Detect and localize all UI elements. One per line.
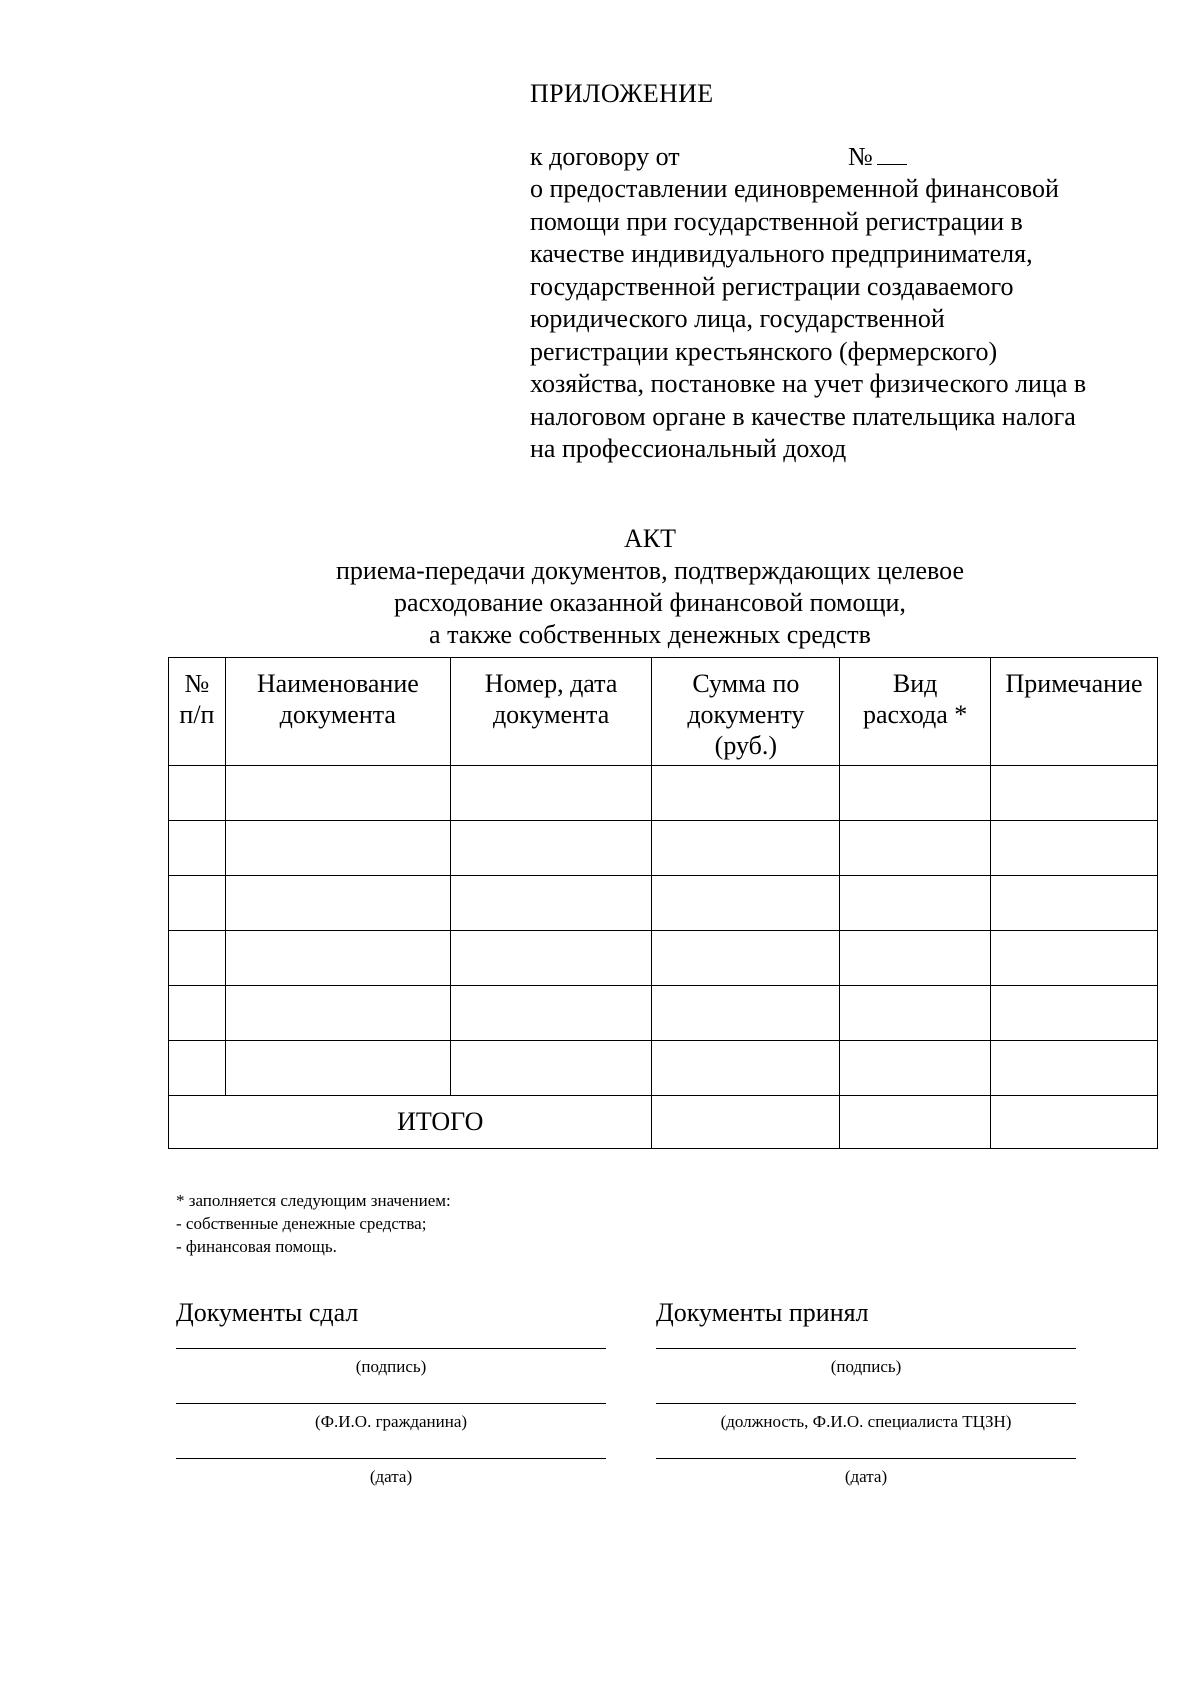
appendix-line: регистрации крестьянского (фермерского) [530,336,998,366]
date-caption: (дата) [844,1467,888,1486]
table-row [169,986,1158,1041]
date-caption: (дата) [369,1467,413,1486]
table-cell[interactable] [225,766,450,821]
position-name-caption: (должность, Ф.И.О. специалиста ТЦЗН) [720,1412,1012,1431]
table-row [169,931,1158,986]
date-line[interactable] [176,1458,606,1459]
table-row [169,1041,1158,1096]
table-cell[interactable] [169,931,226,986]
table-cell[interactable] [991,986,1158,1041]
act-subtitle-line: а также собственных денежных средств [429,620,871,649]
signature-block-received [656,1298,1076,1513]
appendix-line: юридического лица, государственной [530,304,945,333]
appendix-title: ПРИЛОЖЕНИЕ [530,79,714,108]
table-total-row [169,1096,1158,1149]
appendix-line: на профессиональный доход [530,434,847,463]
table-cell[interactable] [991,821,1158,876]
table-row [169,766,1158,821]
table-cell[interactable] [450,931,652,986]
contract-reference-line [530,141,1150,174]
table-cell[interactable] [840,821,991,876]
signature-caption: (подпись) [830,1357,902,1376]
table-cell[interactable] [169,766,226,821]
act-heading [0,523,1200,651]
footnote [176,1189,451,1258]
table-cell[interactable] [991,876,1158,931]
table-cell[interactable] [991,1041,1158,1096]
total-amount-cell[interactable] [652,1096,840,1149]
position-name-line[interactable] [656,1403,1076,1404]
signature-heading: Документы принял [656,1298,869,1327]
header-expense-type: Вид расхода * [840,658,991,766]
table-header-row [169,658,1158,766]
signature-line[interactable] [176,1348,606,1349]
table-cell[interactable] [450,1041,652,1096]
contract-prefix: к договору от [530,141,680,171]
header-amount: Сумма по документу (руб.) [652,658,840,766]
total-label: ИТОГО [169,1096,652,1149]
table-cell[interactable] [450,821,652,876]
signature-caption: (подпись) [355,1357,427,1376]
act-subtitle-line: расходование оказанной финансовой помощи, [394,588,906,617]
name-caption: (Ф.И.О. гражданина) [314,1412,468,1431]
table-cell[interactable] [840,766,991,821]
contract-number [848,141,907,174]
total-expense-type-cell[interactable] [840,1096,991,1149]
table-cell[interactable] [652,821,840,876]
act-subtitle-line: приема-передачи документов, подтверждающих целевое [336,556,964,585]
contract-number-blank [877,144,907,165]
table-cell[interactable] [652,876,840,931]
header-row-number: № п/п [169,658,226,766]
table-cell[interactable] [840,931,991,986]
footnote-line: - собственные денежные средства; [176,1214,427,1233]
total-note-cell[interactable] [991,1096,1158,1149]
header-document-name: Наименование документа [225,658,450,766]
appendix-line: помощи при государственной регистрации в [530,206,1023,236]
act-title: АКТ [624,524,676,553]
table-cell[interactable] [225,821,450,876]
table-cell[interactable] [225,1041,450,1096]
table-cell[interactable] [169,986,226,1041]
table-cell[interactable] [652,766,840,821]
table-cell[interactable] [652,931,840,986]
appendix-line: налоговом органе в качестве плательщика налога [530,401,1076,431]
date-line[interactable] [656,1458,1076,1459]
table-cell[interactable] [652,986,840,1041]
appendix-line: государственной регистрации создаваемого [530,271,1014,301]
table-cell[interactable] [225,931,450,986]
table-cell[interactable] [840,876,991,931]
header-document-number-date: Номер, дата документа [450,658,652,766]
table-cell[interactable] [991,931,1158,986]
documents-table [168,657,1158,1149]
appendix-line: о предоставлении единовременной финансовой [530,174,1059,203]
table-row [169,821,1158,876]
table-cell[interactable] [225,876,450,931]
table-cell[interactable] [840,1041,991,1096]
signature-heading: Документы сдал [176,1298,359,1327]
name-line[interactable] [176,1403,606,1404]
table-cell[interactable] [450,766,652,821]
appendix-description [530,173,1150,466]
number-sign: № [848,141,873,171]
footnote-line: - финансовая помощь. [176,1237,337,1256]
appendix-header [530,78,1150,466]
appendix-line: качестве индивидуального предпринимателя, [530,239,1033,268]
signature-line[interactable] [656,1348,1076,1349]
table-cell[interactable] [652,1041,840,1096]
footnote-line: * заполняется следующим значением: [176,1191,451,1210]
signature-block-submitted [176,1298,606,1513]
table-cell[interactable] [169,821,226,876]
table-cell[interactable] [169,1041,226,1096]
table-row [169,876,1158,931]
table-cell[interactable] [169,876,226,931]
appendix-line: хозяйства, постановке на учет физического лица в [530,369,1087,398]
table-cell[interactable] [991,766,1158,821]
table-cell[interactable] [840,986,991,1041]
table-cell[interactable] [450,876,652,931]
table-cell[interactable] [450,986,652,1041]
header-note: Примечание [991,658,1158,766]
table-cell[interactable] [225,986,450,1041]
